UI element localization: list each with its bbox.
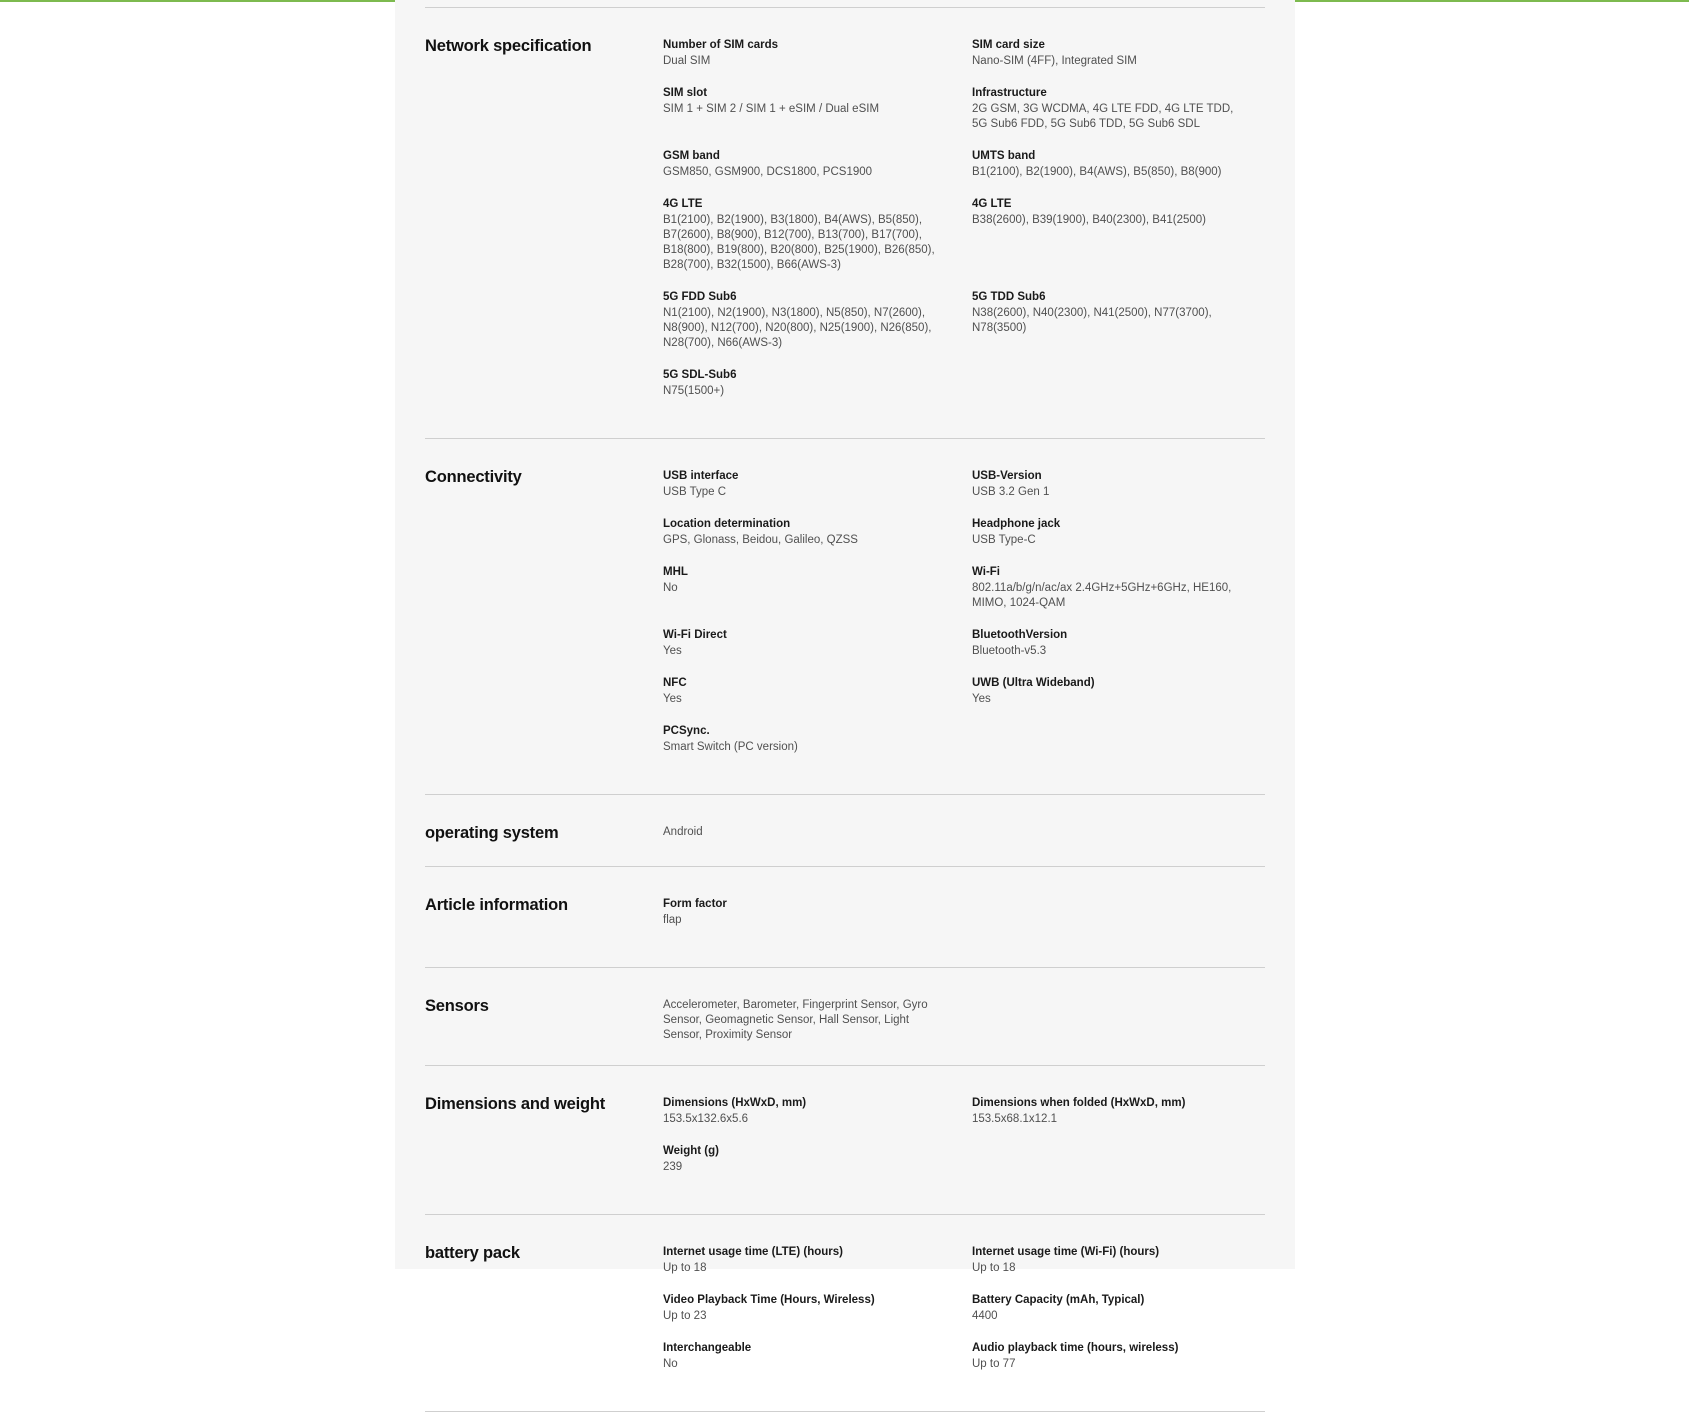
spec-section-network-specification [425,8,1265,438]
spec-label: SIM card size [972,39,1045,51]
spec-value: No [663,582,678,594]
spec-item [972,38,1265,69]
section-title: Sensors [425,997,489,1015]
spec-section-dimensions-and-weight [425,1066,1265,1214]
spec-item [663,1341,972,1372]
spec-label: 5G FDD Sub6 [663,291,737,303]
spec-value: SIM 1 + SIM 2 / SIM 1 + eSIM / Dual eSIM [663,103,880,115]
spec-item [663,1096,972,1127]
spec-value: USB 3.2 Gen 1 [972,486,1050,498]
spec-value: Up to 23 [663,1310,707,1322]
spec-item [663,38,972,69]
spec-grid [663,1245,1265,1389]
spec-value: N75(1500+) [663,385,725,397]
spec-value: 802.11a/b/g/n/ac/ax 2.4GHz+5GHz+6GHz, HE160, MIMO, 1024-QAM [972,582,1232,609]
spec-label: 5G SDL-Sub6 [663,369,737,381]
spec-value: Yes [663,645,682,657]
spec-panel [395,0,1295,1370]
section-title: Article information [425,896,568,914]
spec-item [972,1245,1265,1276]
spec-item [663,86,972,132]
spec-value: B1(2100), B2(1900), B3(1800), B4(AWS), B5(850), B7(2600), B8(900), B12(700), B13(700), B17(700), B18(800), B19(800), B20(800), B25(1900), B26(850), B28(700), B32(1500), B66(AWS-3) [663,214,935,271]
spec-value: B38(2600), B39(1900), B40(2300), B41(2500) [972,214,1206,226]
spec-grid [663,897,1265,945]
spec-label: Number of SIM cards [663,39,779,51]
spec-value: 4400 [972,1310,998,1322]
spec-value: N1(2100), N2(1900), N3(1800), N5(850), N7(2600), N8(900), N12(700), N20(800), N25(1900), N26(850), N28(700), N66(AWS-3) [663,307,932,349]
spec-item [663,469,972,500]
spec-value: Yes [663,693,682,705]
spec-value: 153.5x132.6x5.6 [663,1113,749,1125]
spec-item [663,724,972,755]
spec-item [663,368,972,399]
spec-label: Dimensions (HxWxD, mm) [663,1097,807,1109]
spec-item [972,1293,1265,1324]
spec-item [972,290,1265,351]
spec-value: USB Type-C [972,534,1036,546]
spec-item [663,1293,972,1324]
spec-item [972,1341,1265,1372]
spec-grid [663,1096,1265,1192]
spec-section-sensors [425,968,1265,1065]
section-title: Connectivity [425,468,522,486]
spec-label: Audio playback time (hours, wireless) [972,1342,1179,1354]
spec-item [972,517,1265,548]
spec-label: Weight (g) [663,1145,719,1157]
spec-label: Wi-Fi [972,566,1000,578]
spec-label: UWB (Ultra Wideband) [972,677,1095,689]
spec-value: Yes [972,693,991,705]
spec-item [972,565,1265,611]
spec-value: Accelerometer, Barometer, Fingerprint Sensor, Gyro Sensor, Geomagnetic Sensor, Hall Sensor, Light Sensor, Proximity Sensor [663,999,928,1041]
spec-value: Up to 18 [972,1262,1016,1274]
spec-value: GPS, Glonass, Beidou, Galileo, QZSS [663,534,858,546]
spec-value: Android [663,826,703,838]
spec-label: Location determination [663,518,791,530]
spec-item [663,1245,972,1276]
section-title: Dimensions and weight [425,1095,606,1113]
spec-label: Video Playback Time (Hours, Wireless) [663,1294,875,1306]
spec-item [972,676,1265,707]
spec-label: Internet usage time (Wi-Fi) (hours) [972,1246,1160,1258]
spec-item [663,149,972,180]
spec-label: BluetoothVersion [972,629,1068,641]
spec-label: Battery Capacity (mAh, Typical) [972,1294,1145,1306]
spec-value: Up to 18 [663,1262,707,1274]
spec-item [663,628,972,659]
spec-value: Dual SIM [663,55,711,67]
spec-label: PCSync. [663,725,710,737]
spec-value: 2G GSM, 3G WCDMA, 4G LTE FDD, 4G LTE TDD, 5G Sub6 FDD, 5G Sub6 TDD, 5G Sub6 SDL [972,103,1234,130]
spec-label: NFC [663,677,687,689]
spec-grid [663,469,1265,772]
spec-value: B1(2100), B2(1900), B4(AWS), B5(850), B8(900) [972,166,1222,178]
spec-value: No [663,1358,678,1370]
spec-value: Bluetooth-v5.3 [972,645,1047,657]
spec-item [663,517,972,548]
spec-item [663,290,972,351]
spec-value: 239 [663,1161,683,1173]
spec-item [972,149,1265,180]
spec-label: GSM band [663,150,720,162]
spec-item [663,676,972,707]
section-title: battery pack [425,1244,520,1262]
spec-value: Up to 77 [972,1358,1016,1370]
spec-value: Smart Switch (PC version) [663,741,798,753]
section-title: Network specification [425,37,592,55]
spec-grid [663,38,1265,416]
spec-label: Infrastructure [972,87,1047,99]
spec-item [972,86,1265,132]
spec-label: UMTS band [972,150,1036,162]
spec-item [972,628,1265,659]
spec-item [663,897,972,928]
spec-value: USB Type C [663,486,727,498]
spec-label: Form factor [663,898,727,910]
spec-value: GSM850, GSM900, DCS1800, PCS1900 [663,166,873,178]
spec-value: Nano-SIM (4FF), Integrated SIM [972,55,1137,67]
spec-value: 153.5x68.1x12.1 [972,1113,1058,1125]
spec-item [972,469,1265,500]
spec-label: 4G LTE [972,198,1012,210]
spec-list [425,7,1265,1412]
spec-label: SIM slot [663,87,708,99]
spec-section-article-information [425,867,1265,967]
spec-label: 5G TDD Sub6 [972,291,1046,303]
spec-label: Wi-Fi Direct [663,629,727,641]
spec-label: Interchangeable [663,1342,752,1354]
spec-item [663,565,972,611]
spec-label: USB-Version [972,470,1042,482]
spec-label: MHL [663,566,688,578]
spec-section-operating-system [425,795,1265,866]
section-title: operating system [425,824,559,842]
spec-label: USB interface [663,470,739,482]
spec-item [663,1144,972,1175]
spec-item [972,197,1265,273]
spec-label: 4G LTE [663,198,703,210]
spec-value: N38(2600), N40(2300), N41(2500), N77(3700), N78(3500) [972,307,1212,334]
spec-item [972,1096,1265,1127]
spec-value: flap [663,914,682,926]
spec-label: Headphone jack [972,518,1061,530]
spec-item [663,197,972,273]
spec-section-connectivity [425,439,1265,794]
spec-label: Dimensions when folded (HxWxD, mm) [972,1097,1186,1109]
spec-section-battery-pack [425,1215,1265,1411]
spec-label: Internet usage time (LTE) (hours) [663,1246,843,1258]
